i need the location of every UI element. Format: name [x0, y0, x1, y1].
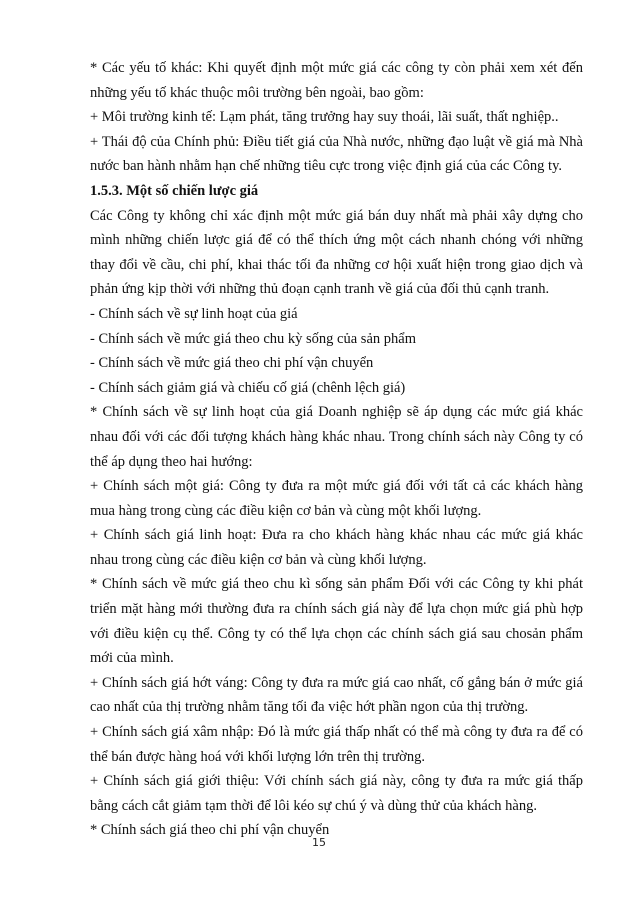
paragraph-flexible-price: + Chính sách giá linh hoạt: Đưa ra cho khách hàng khác nhau các mức giá khác nhau trong cùng các điều kiện cơ bản và cùng khối lượng.	[90, 527, 583, 568]
paragraph-economic-environment: + Môi trường kinh tế: Lạm phát, tăng trưởng hay suy thoái, lãi suất, thất nghiệp..	[90, 109, 559, 126]
list-item-policy-discount: - Chính sách giảm giá và chiếu cố giá (chênh lệch giá)	[90, 379, 406, 396]
list-item-policy-flexibility: - Chính sách về sự linh hoạt của giá	[90, 305, 298, 322]
paragraph-transport-policy: * Chính sách giá theo chi phí vận chuyển	[90, 822, 330, 839]
paragraph-other-factors: * Các yếu tố khác: Khi quyết định một mức giá các công ty còn phải xem xét đến những yếu tố khác thuộc môi trường bên ngoài, bao gồm:	[90, 60, 583, 101]
paragraph-penetration-price: + Chính sách giá xâm nhập: Đó là mức giá thấp nhất có thể mà công ty đưa ra để có thể bán được hàng hoá với khối lượng lớn trên thị trường.	[90, 724, 583, 765]
section-heading: 1.5.3. Một số chiến lược giá	[90, 182, 259, 199]
page-content	[90, 56, 583, 843]
paragraph-government-attitude: + Thái độ của Chính phủ: Điều tiết giá của Nhà nước, những đạo luật về giá mà Nhà nước ban hành nhằm hạn chế những tiêu cực trong việc định giá của các Công ty.	[90, 133, 583, 175]
list-item-policy-transport: - Chính sách về mức giá theo chi phí vận chuyển	[90, 355, 374, 372]
paragraph-intro: Các Công ty không chỉ xác định một mức giá bán duy nhất mà phải xây dựng cho mình những chiến lược giá để có thể thích ứng một cách nhanh chóng với những thay đổi về cầu, chi phí, khai thác tối đa những cơ hội xuất hiện trong giao dịch và phản ứng kịp thời với những thủ đoạn cạnh tranh về giá của đối thủ cạnh tranh.	[90, 207, 583, 298]
paragraph-skimming-price: + Chính sách giá hớt váng: Công ty đưa ra mức giá cao nhất, cố gắng bán ở mức giá cao nhất của thị trường nhằm tăng tối đa việc hớt phần ngon của thị trường.	[90, 674, 583, 716]
page-number: 15	[312, 836, 326, 849]
paragraph-lifecycle-policy: * Chính sách về mức giá theo chu kì sống sản phẩm Đối với các Công ty khi phát triển mặt hàng mới thường đưa ra chính sách giá này để lựa chọn mức giá phù hợp với điều kiện cụ thể. Công ty có thể lựa chọn các chính sách giá sau chosản phẩm mới của mình.	[90, 576, 583, 667]
paragraph-flexibility-policy: * Chính sách về sự linh hoạt của giá Doanh nghiệp sẽ áp dụng các mức giá khác nhau đối với các đối tượng khách hàng khác nhau. Trong chính sách này Công ty có thể áp dụng theo hai hướng:	[90, 404, 583, 470]
list-item-policy-lifecycle: - Chính sách về mức giá theo chu kỳ sống của sản phẩm	[90, 330, 416, 347]
paragraph-single-price: + Chính sách một giá: Công ty đưa ra một mức giá đối với tất cả các khách hàng mua hàng trong cùng các điều kiện cơ bản và cùng một khối lượng.	[90, 478, 583, 519]
paragraph-introductory-price: + Chính sách giá giới thiệu: Với chính sách giá này, công ty đưa ra mức giá thấp bằng cách cắt giảm tạm thời để lôi kéo sự chú ý và dùng thử của khách hàng.	[90, 773, 583, 814]
